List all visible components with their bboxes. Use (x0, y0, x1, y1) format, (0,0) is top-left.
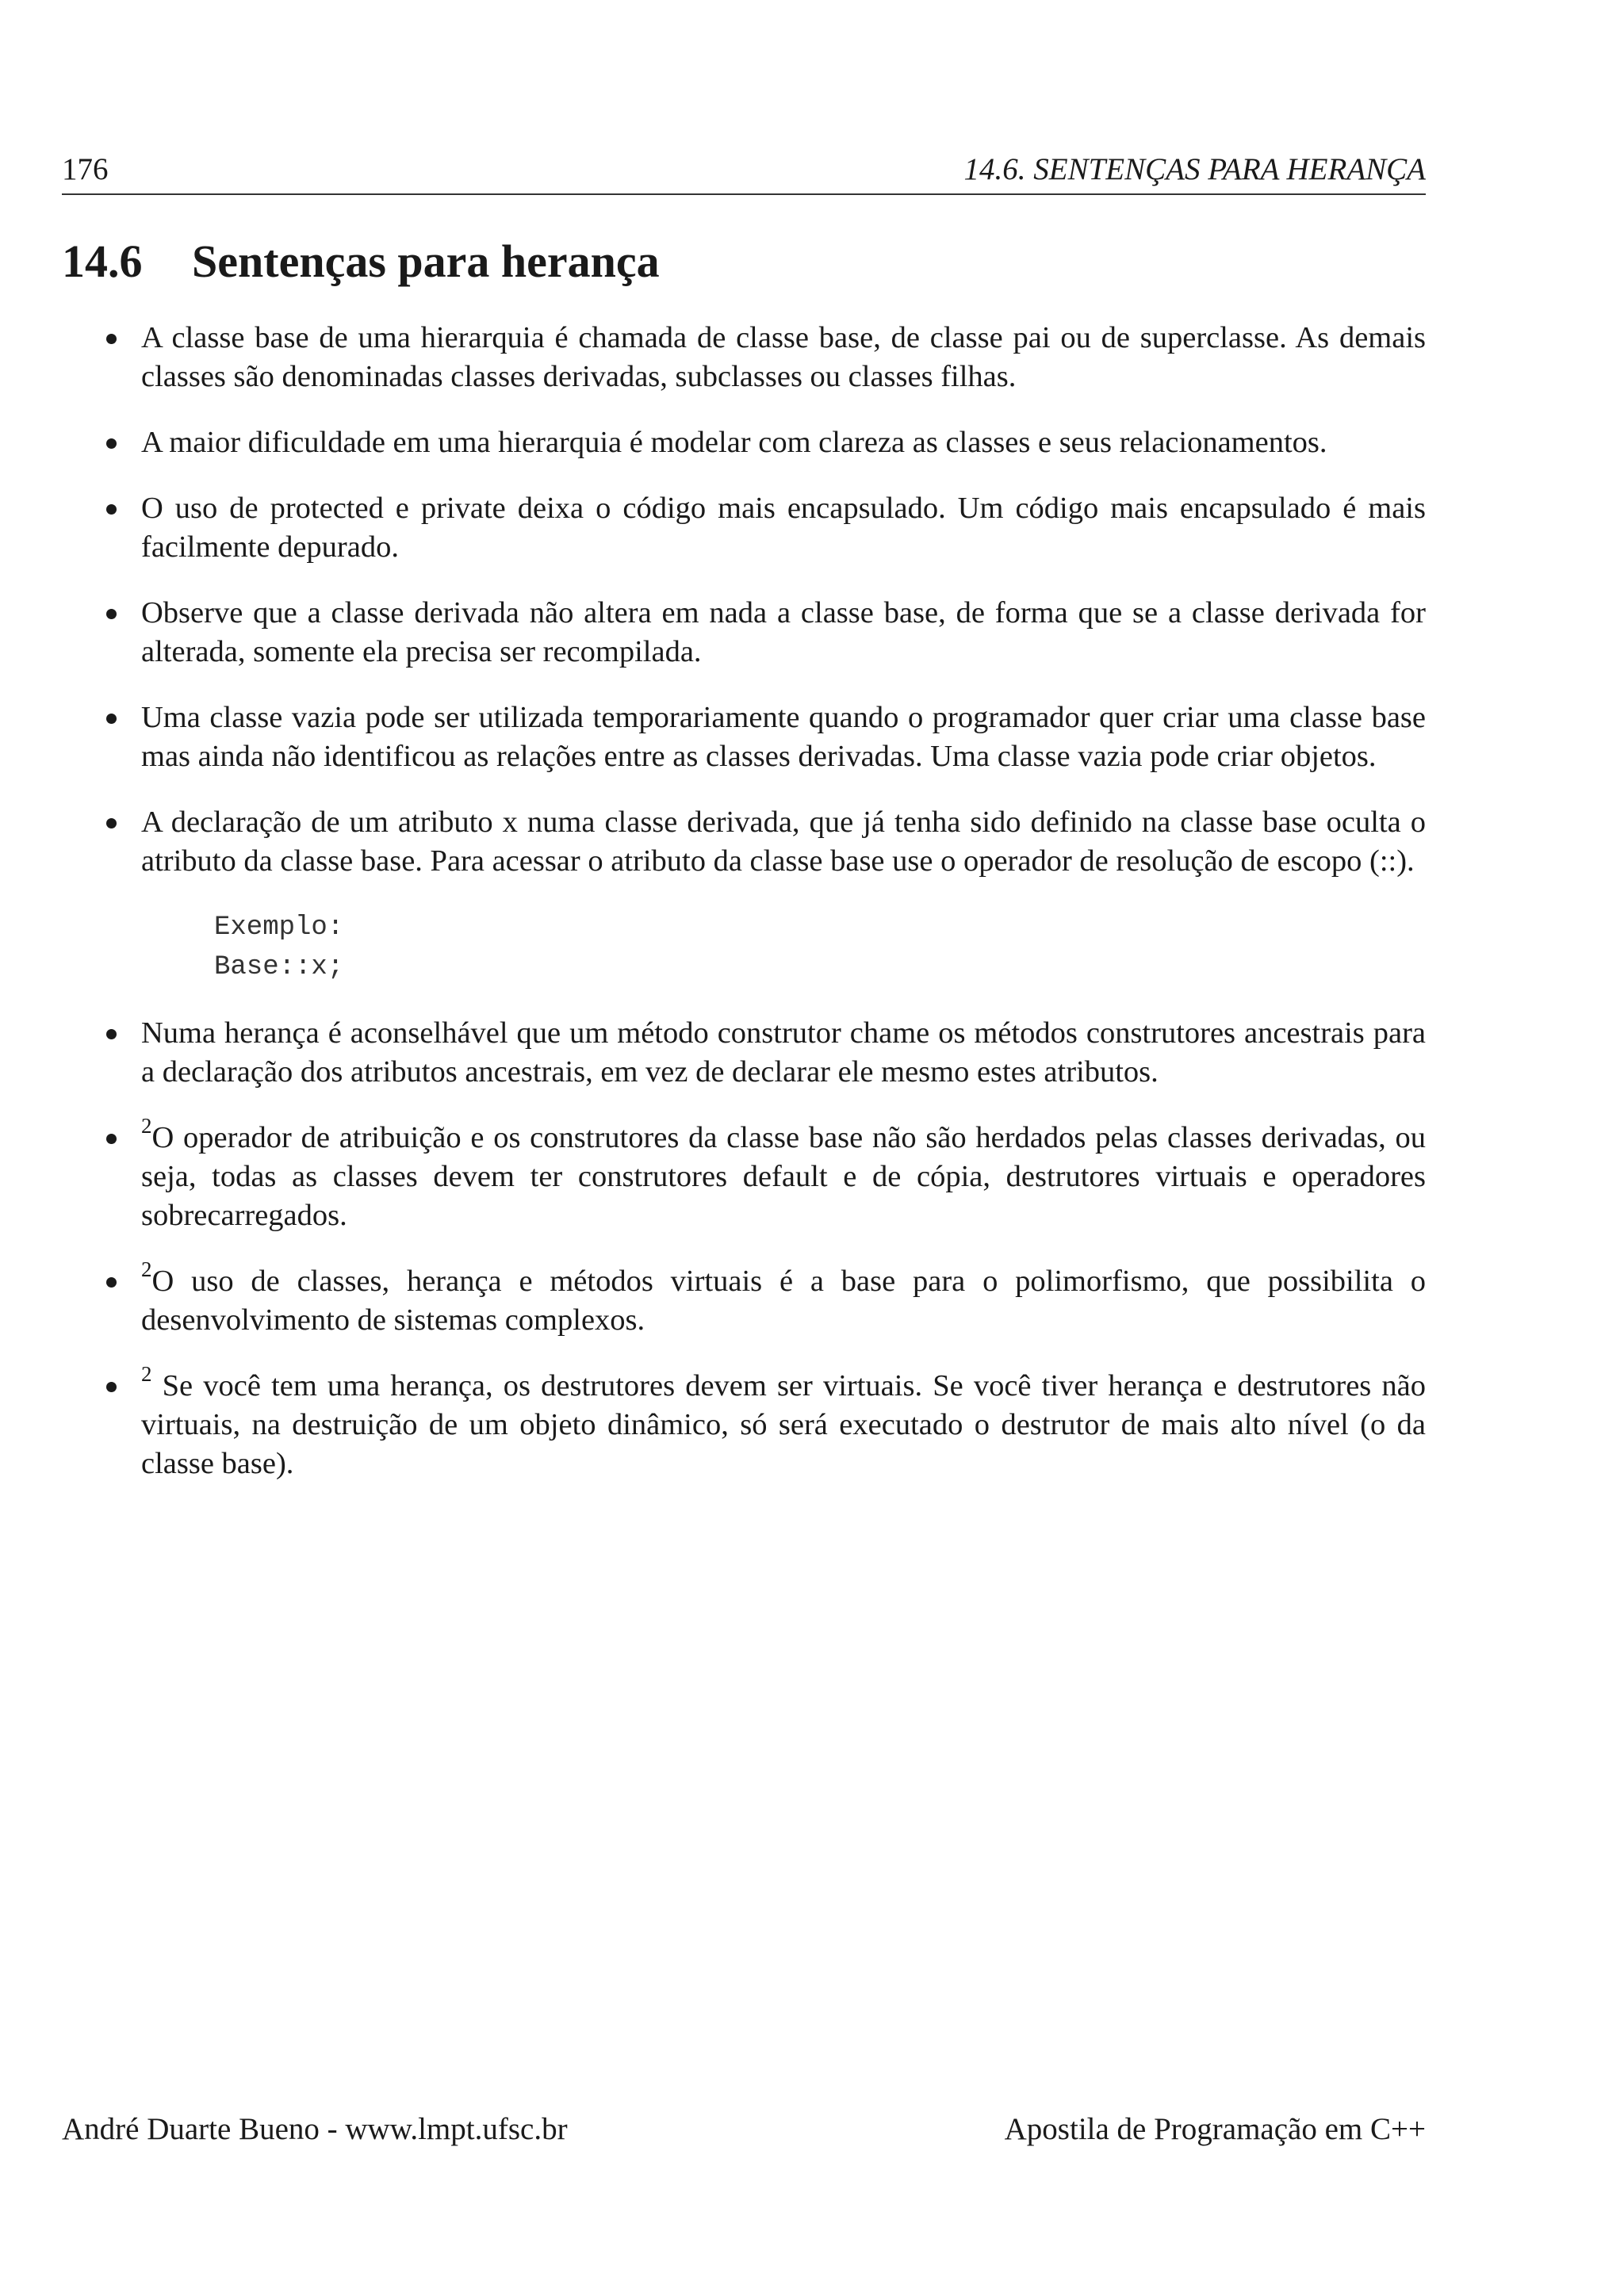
code-example (214, 908, 1426, 987)
list-item (62, 1257, 1426, 1340)
list-item (62, 803, 1426, 987)
list-item (62, 594, 1426, 672)
list-item (62, 1362, 1426, 1483)
bullet-text: Observe que a classe derivada não altera em nada a classe base, de forma que se a classe derivada for alterada, somente ela precisa ser recompilada. (141, 596, 1426, 668)
bullet-text: Se você tem uma herança, os destrutores devem ser virtuais. Se você tiver herança e destrutores não virtuais, na destruição de um objeto dinâmico, só será executado o destrutor de mais alto nível (o da classe base). (141, 1369, 1426, 1480)
page-body (62, 151, 1426, 1510)
footer-author: André Duarte Bueno - www.lmpt.ufsc.br (62, 2112, 568, 2146)
list-item (62, 423, 1426, 462)
bullet-dot-icon (106, 1134, 117, 1144)
bullet-dot-icon (106, 714, 117, 724)
bullet-dot-icon (106, 1277, 117, 1288)
footnote-marker: 2 (141, 1257, 152, 1282)
bullet-dot-icon (106, 438, 117, 449)
bullet-dot-icon (106, 1382, 117, 1392)
bullet-text: A declaração de um atributo x numa classe derivada, que já tenha sido definido na classe base oculta o atributo da classe base. Para acessar o atributo da classe base use o operador de resolução de escopo (::). (141, 806, 1426, 878)
footnote-marker: 2 (141, 1114, 152, 1138)
list-item (62, 1014, 1426, 1092)
bullet-dot-icon (106, 504, 117, 515)
section-heading (62, 233, 1426, 290)
bullet-dot-icon (106, 609, 117, 619)
section-number: 14.6 (62, 235, 143, 287)
bullet-text: A classe base de uma hierarquia é chamada de classe base, de classe pai ou de superclasse. As demais classes são denominadas classes derivadas, subclasses ou classes filhas. (141, 321, 1426, 393)
list-item (62, 1114, 1426, 1235)
bullet-list (62, 319, 1426, 1483)
section-title: Sentenças para herança (192, 235, 660, 287)
page-number: 176 (62, 152, 109, 186)
code-line: Exemplo: (214, 913, 344, 943)
bullet-text: Numa herança é aconselhável que um método construtor chame os métodos construtores ancestrais para a declaração dos atributos ancestrais, em vez de declarar ele mesmo estes atributos. (141, 1016, 1426, 1089)
bullet-text: A maior dificuldade em uma hierarquia é modelar com clareza as classes e seus relacionamentos. (141, 426, 1327, 459)
running-header (62, 151, 1426, 195)
bullet-text: Uma classe vazia pode ser utilizada temporariamente quando o programador quer criar uma classe base mas ainda não identificou as relações entre as classes derivadas. Uma classe vazia pode criar objetos. (141, 701, 1426, 773)
bullet-dot-icon (106, 818, 117, 828)
list-item (62, 489, 1426, 567)
bullet-dot-icon (106, 1029, 117, 1039)
list-item (62, 698, 1426, 776)
footer-book-title: Apostila de Programação em C++ (1004, 2112, 1426, 2146)
bullet-text: O uso de classes, herança e métodos virtuais é a base para o polimorfismo, que possibilita o desenvolvimento de sistemas complexos. (141, 1265, 1426, 1337)
bullet-dot-icon (106, 334, 117, 344)
running-footer (62, 2110, 1426, 2149)
running-title: 14.6. SENTENÇAS PARA HERANÇA (963, 152, 1426, 186)
footnote-marker: 2 (141, 1362, 152, 1387)
list-item (62, 319, 1426, 396)
bullet-text: O uso de protected e private deixa o código mais encapsulado. Um código mais encapsulado é mais facilmente depurado. (141, 492, 1426, 564)
bullet-text: O operador de atribuição e os construtores da classe base não são herdados pelas classes derivadas, ou seja, todas as classes devem ter construtores default e de cópia, destrutores virtuais e operadores sobrecarregados. (141, 1121, 1426, 1232)
code-line: Base::x; (214, 952, 344, 982)
